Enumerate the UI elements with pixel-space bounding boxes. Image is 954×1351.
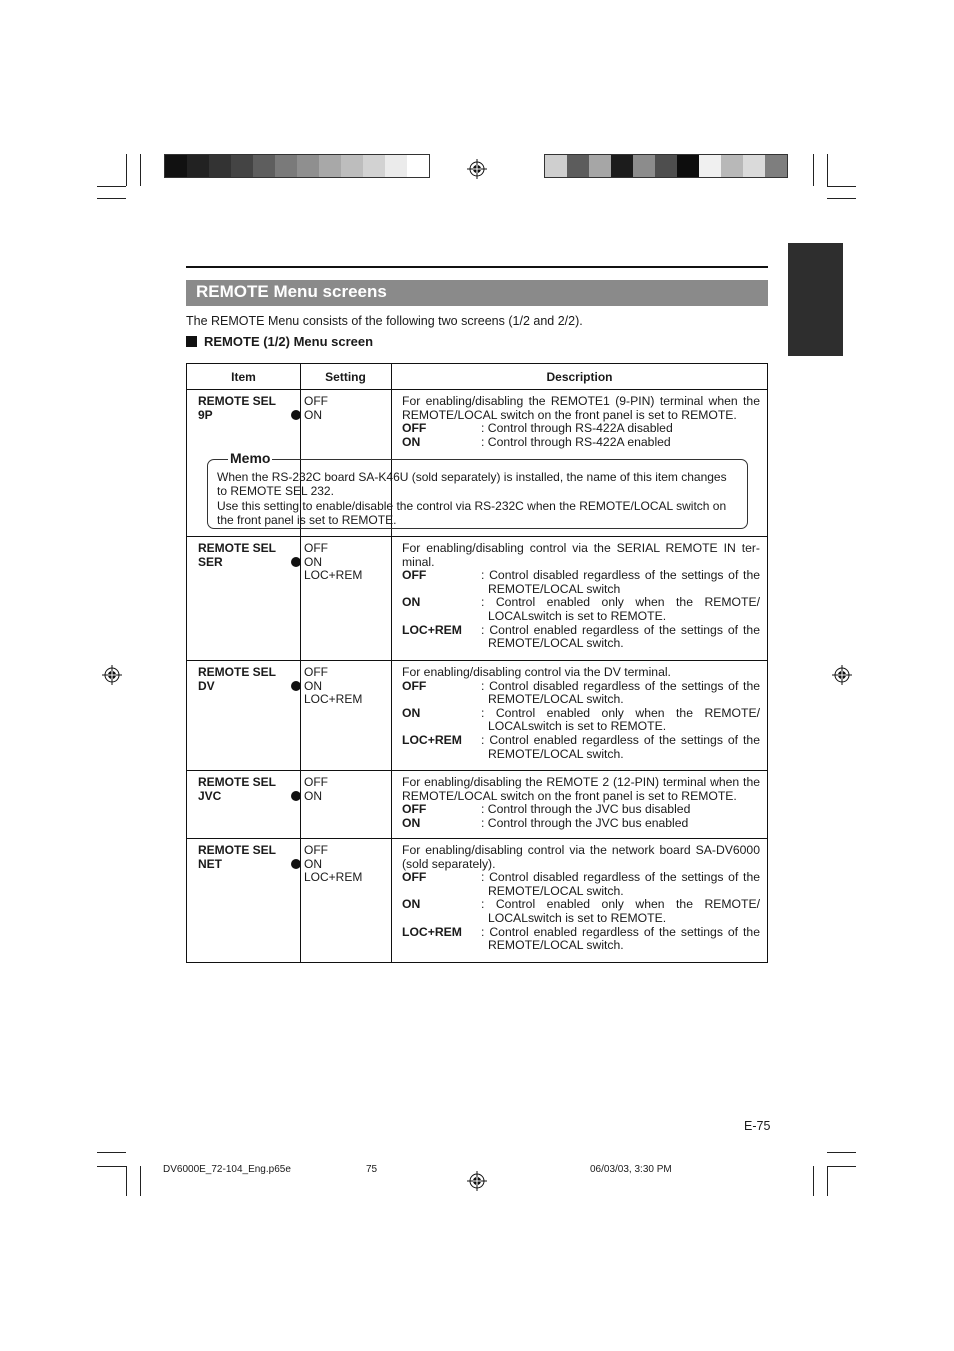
setting-option [304,556,362,570]
grayscale-color-bar-right [544,154,788,178]
definition-value: : Control enabled regardless of the settings of the REMOTE/LOCAL switch. [481,732,760,761]
column-header-description: Description [546,370,613,384]
footer-filename: DV6000E_72-104_Eng.p65e [163,1164,291,1175]
description [402,542,760,651]
color-swatch [209,155,231,177]
setting-option [304,395,328,409]
registration-target-icon [832,665,852,685]
footer-page: 75 [366,1164,378,1175]
definition-row [402,898,760,925]
item-name [198,666,276,693]
definition-value: : Control enabled regardless of the settings of the REMOTE/LOCAL switch. [481,622,760,651]
definition-row [402,803,760,817]
item-name-line: JVC [198,788,222,803]
definition-value: : Control through the JVC bus enabled [481,815,689,830]
definition-value: : Control through RS-422A enabled [481,434,671,449]
definition-value: : Control enabled regardless of the settings of the REMOTE/LOCAL switch. [481,924,760,953]
memo-box [207,450,748,529]
setting-option [304,776,328,790]
setting-option [304,680,362,694]
setting-option-label: LOC+REM [304,870,363,884]
definition-value: : Control disabled regardless of the settings of the REMOTE/LOCAL switch. [481,870,760,898]
description [402,395,760,449]
color-swatch [275,155,297,177]
color-swatch [297,155,319,177]
row-divider [187,838,767,839]
setting-option [304,542,362,556]
setting-options [304,395,328,422]
setting-option [304,790,328,804]
setting-option [304,858,362,872]
setting-options [304,542,362,583]
color-swatch [721,155,743,177]
definition-value: : Control through the JVC bus disabled [481,802,691,817]
setting-options [304,844,362,885]
section-header-bar [186,280,768,306]
definition-value: : Control enabled only when the REMOTE/ LOCALswitch is set to REMOTE. [481,897,760,925]
subheading-text: REMOTE (1/2) Menu screen [204,334,374,349]
item-name-line: REMOTE SEL [198,665,277,679]
setting-option [304,693,362,707]
definition-key: OFF [402,421,427,436]
top-rule [186,266,768,268]
selected-dot-icon [291,859,301,869]
color-swatch [363,155,385,177]
setting-option [304,844,362,858]
remote-menu-table [186,363,768,963]
definition-value: : Control disabled regardless of the settings of the REMOTE/LOCAL switch [481,568,760,596]
definition-key: ON [402,815,421,830]
row-divider [187,536,767,537]
definition-key: OFF [402,678,427,693]
color-swatch [407,155,429,177]
definition-row [402,436,760,450]
column-divider [300,364,301,962]
definition-key: ON [402,897,421,912]
description [402,844,760,953]
definition-key: LOC+REM [402,732,462,747]
definition-key: ON [402,595,421,610]
definition-value: : Control enabled only when the REMOTE/ LOCALswitch is set to REMOTE. [481,705,760,734]
description [402,666,760,761]
description-intro: For enabling/disabling the REMOTE 2 (12-PIN) terminal when the REMOTE/LOCAL switch on the front panel is set to REMOTE. [402,775,760,803]
color-swatch [655,155,677,177]
setting-option [304,871,362,885]
definition-key: ON [402,705,421,720]
setting-option-label: OFF [304,665,328,679]
description-intro: For enabling/disabling control via the SERIAL REMOTE IN ter-minal. [402,541,760,569]
setting-option-label: LOC+REM [304,568,363,582]
item-name [198,395,276,422]
color-swatch [677,155,699,177]
grayscale-color-bar-left [164,154,430,178]
item-name-line: DV [198,678,215,693]
item-name-line: SER [198,554,223,569]
setting-option [304,666,362,680]
setting-option-label: ON [304,856,322,871]
selected-dot-icon [291,791,301,801]
definition-key: OFF [402,802,427,817]
definition-row [402,596,760,623]
setting-options [304,776,328,803]
row-divider [187,660,767,661]
item-name-line: REMOTE SEL [198,394,277,408]
definition-row [402,422,760,436]
chapter-side-tab [788,243,843,356]
memo-text [217,470,739,528]
definition-key: OFF [402,870,427,885]
memo-line: Use this setting to enable/disable the control via RS-232C when the REMOTE/LOCAL switch on the front panel is set to REMOTE. [217,498,727,528]
color-swatch [341,155,363,177]
memo-line: When the RS-232C board SA-K46U (sold separately) is installed, the name of this item changes to REMOTE SEL 232. [217,470,727,499]
definition-row [402,569,760,596]
setting-options [304,666,362,707]
row-divider [187,389,767,390]
color-swatch [611,155,633,177]
item-name-line: REMOTE SEL [198,541,277,555]
description-intro: For enabling/disabling control via the network board SA-DV6000 (sold separately). [402,843,760,871]
setting-option-label: ON [304,678,322,693]
item-name [198,542,276,569]
description-intro: For enabling/disabling the REMOTE1 (9-PIN) terminal when the REMOTE/LOCAL switch on the front panel is set to REMOTE. [402,394,760,422]
setting-option-label: ON [304,788,322,803]
setting-option-label: ON [304,554,322,569]
setting-option [304,409,328,423]
color-swatch [319,155,341,177]
color-swatch [545,155,567,177]
registration-target-icon [467,1171,487,1191]
definition-key: LOC+REM [402,622,462,637]
row-divider [187,770,767,771]
color-swatch [231,155,253,177]
definition-row [402,817,760,831]
description-intro: For enabling/disabling control via the DV terminal. [402,665,671,679]
setting-option-label: OFF [304,843,328,857]
color-swatch [187,155,209,177]
setting-option-label: OFF [304,394,328,408]
definition-row [402,871,760,898]
setting-option [304,569,362,583]
footer-datetime: 06/03/03, 3:30 PM [590,1164,672,1175]
description [402,776,760,830]
definition-key: OFF [402,568,427,583]
item-name-line: REMOTE SEL [198,775,277,789]
color-swatch [765,155,787,177]
definition-row [402,707,760,734]
column-divider [391,364,392,962]
definition-value: : Control disabled regardless of the settings of the REMOTE/LOCAL switch. [481,678,760,707]
item-name [198,776,276,803]
selected-dot-icon [291,681,301,691]
definition-value: : Control enabled only when the REMOTE/ LOCALswitch is set to REMOTE. [481,595,760,623]
subheading [186,334,373,349]
setting-option-label: OFF [304,541,328,555]
definition-key: LOC+REM [402,924,462,939]
color-swatch [385,155,407,177]
item-name-line: NET [198,856,222,871]
definition-row [402,926,760,953]
registration-target-icon [467,159,487,179]
definition-row [402,680,760,707]
column-header-setting: Setting [325,370,366,384]
square-bullet-icon [186,336,197,347]
item-name-line: 9P [198,407,213,422]
color-swatch [743,155,765,177]
memo-label: Memo [230,450,271,466]
definition-key: ON [402,434,421,449]
item-name [198,844,276,871]
item-name-line: REMOTE SEL [198,843,277,857]
setting-option-label: LOC+REM [304,692,363,706]
color-swatch [253,155,275,177]
color-swatch [589,155,611,177]
selected-dot-icon [291,557,301,567]
setting-option-label: ON [304,407,322,422]
color-swatch [699,155,721,177]
color-swatch [165,155,187,177]
definition-row [402,734,760,761]
color-swatch [567,155,589,177]
page-number: E-75 [744,1119,771,1133]
section-title: REMOTE Menu screens [196,282,387,301]
color-swatch [633,155,655,177]
registration-target-icon [102,665,122,685]
intro-text: The REMOTE Menu consists of the following two screens (1/2 and 2/2). [186,314,583,328]
definition-value: : Control through RS-422A disabled [481,421,673,436]
column-header-item: Item [231,370,256,384]
definition-row [402,624,760,651]
selected-dot-icon [291,410,301,420]
setting-option-label: OFF [304,775,328,789]
